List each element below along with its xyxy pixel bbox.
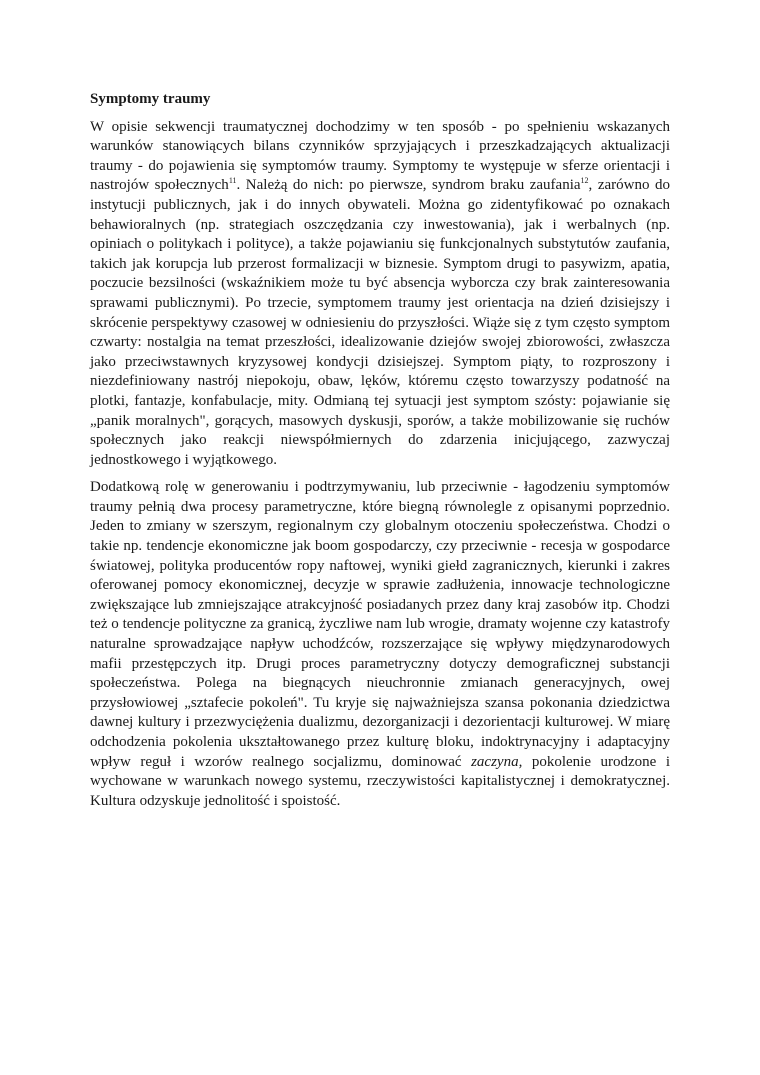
paragraph-2-text-a: Dodatkową rolę w generowaniu i podtrzymywaniu, lub przeciwnie - łagodzeniu symptomów traumy pełnią dwa procesy parametryczne, które biegną równolegle z opisanymi poprzednio. Jeden to zmiany w szerszym, regionalnym czy globalnym otoczeniu społeczeństwa. Chodzi o takie np. tendencje ekonomiczne jak boom gospodarczy, czy przeciwnie - recesja w gospodarce światowej, polityka producentów ropy naftowej, wyniki giełd zagranicznych, kierunki i zakres oferowanej pomocy ekonomicznej, decyzje w sprawie zadłużenia, innowacje technologiczne zwiększające lub zmniejszające atrakcyjność posiadanych przez dany kraj zasobów itp. Chodzi też o tendencje polityczne za granicą, życzliwe nam lub wrogie, dramaty wojenne czy katastrofy naturalne sprowadzające napływ uchodźców, rozszerzające się wpływy międzynarodowych mafii przestępczych itp. Drugi proces parametryczny dotyczy demograficznej substancji społeczeństwa. Polega na biegnących nieuchronnie zmianach generacyjnych, owej przysłowiowej „sztafecie pokoleń". Tu kryje się najważniejsza szansa pokonania dziedzictwa dawnej kultury i przezwyciężenia dualizmu, dezorganizacji i dezorientacji kulturowej. W miarę odchodzenia pokolenia ukształtowanego przez kulturę bloku, indoktrynacyjny i adaptacyjny wpływ reguł i wzorów realnego socjalizmu, dominować xyxy=(90,479,670,770)
footnote-ref-11[interactable]: 11 xyxy=(228,176,237,186)
paragraph-2-text-b: pokolenie urodzone i wychowane w warunkach nowego systemu, rzeczywistości kapitalistycznej i demokratycznej. Kultura odzyskuje jednolitość i spoistość. xyxy=(90,753,670,809)
document-page xyxy=(90,90,670,819)
paragraph-symptoms xyxy=(90,118,670,471)
paragraph-1-text-b: . Należą do nich: po pierwsze, syndrom braku zaufania xyxy=(236,177,581,194)
footnote-ref-12[interactable]: 12 xyxy=(580,176,589,186)
section-heading: Symptomy traumy xyxy=(90,91,211,107)
emphasis-zaczyna: zaczyna, xyxy=(471,753,523,770)
paragraph-1-text-a: W opisie sekwencji traumatycznej dochodzimy w ten sposób - po spełnieniu wskazanych warunków stanowiących bilans czynników sprzyjających i przeszkadzających aktualizacji traumy - do pojawienia się symptomów traumy. Symptomy te występuje w sferze orientacji i nastrojów społecznych xyxy=(90,118,670,194)
paragraph-1-text-c: , zarówno do instytucji publicznych, jak i do innych obywateli. Można go zidentyfikować po oznakach behawioralnych (np. strategiach oszczędzania czy inwestowania), jak i werbalnych (np. opiniach o politykach i polityce), a także pojawianiu się funkcjonalnych substytutów zaufania, takich jak korupcja lub przerost formalizacji w biznesie. Symptom drugi to pasywizm, apatia, poczucie bezsilności (wskaźnikiem może tu być absencja wyborcza czy brak zainteresowania sprawami publicznymi). Po trzecie, symptomem traumy jest orientacja na dzień dzisiejszy i skrócenie perspektywy czasowej w odniesieniu do przyszłości. Wiąże się z tym często symptom czwarty: nostalgia na temat przeszłości, idealizowanie dziejów swojej zbiorowości, zwłaszcza jako przeciwstawnych kryzysowej kondycji dzisiejszej. Symptom piąty, to rozproszony i niezdefiniowany nastrój niepokoju, obaw, lęków, któremu często towarzyszy podatność na plotki, fantazje, konfabulacje, mity. Odmianą tej sytuacji jest symptom szósty: pojawianie się „panik moralnych", gorących, masowych dyskusji, sporów, a także mobilizowanie się ruchów społecznych jako reakcji niewspółmiernych do zdarzenia inicjującego, zazwyczaj jednostkowego i wyjątkowego. xyxy=(90,177,670,468)
paragraph-parametric-processes xyxy=(90,478,670,811)
